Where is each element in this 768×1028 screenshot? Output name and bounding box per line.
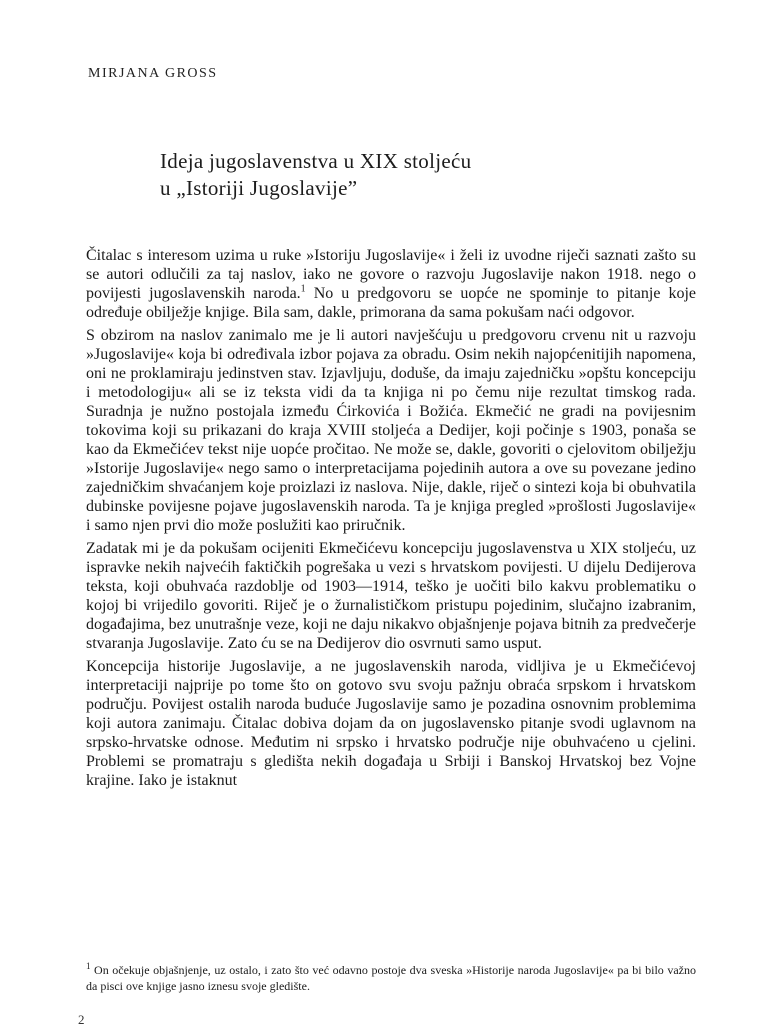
paragraph-1-text-after: No u predgovoru se uopće ne spominje to pitanje koje određuje obilježje knjige. Bila sam, dakle, primorana da sama pokušam naći odgovor. xyxy=(86,285,696,321)
paragraph-3: Zadatak mi je da pokušam ocijeniti Ekmečićevu koncepciju jugoslavenstva u XIX stoljeću, uz ispravke nekih najvećih faktičkih pogrešaka u vezi s hrvatskom povijesti. U dijelu Dedijerova teksta, koji obuhvaća razdoblje od 1903—1914, teško je uočiti bilo kakvu problematiku o kojoj bi vrijedilo govoriti. Riječ je o žurnalističkom pristupu pojedinim, slučajno izabranim, događajima, bez unutrašnje veze, koji ne daju nikakvo objašnjenje pojava bitnih za predvečerje stvaranja Jugoslavije. Zato ću se na Dedijerov dio osvrnuti samo usput. xyxy=(86,540,696,652)
paragraph-4: Koncepcija historije Jugoslavije, a ne jugoslavenskih naroda, vidljiva je u Ekmečićevoj interpretaciji najprije po tome što on gotovo svu svoju pažnju obraća srpskom i hrvatskom području. Povijest ostalih naroda buduće Jugoslavije samo je pozadina osnovnim problemima koji autora zanimaju. Čitalac dobiva dojam da on jugoslavensko pitanje svodi uglavnom na srpsko-hrvatske odnose. Međutim ni srpsko i hrvatsko područje nije obuhvaćeno u cjelini. Problemi se promatraju s gledišta nekih događaja u Srbiji i Banskoj Hrvatskoj bez Vojne krajine. Iako je istaknut xyxy=(86,658,696,789)
article-title xyxy=(160,148,471,202)
article-body xyxy=(86,246,696,794)
paragraph-1-text-before: Čitalac s interesom uzima u ruke »Istoriju Jugoslavije« i želi iz uvodne riječi saznati zašto su se autori odlučili za taj naslov, iako ne govore o razvoju Jugoslavije nakon 1918. nego o povijesti jugoslavenskih naroda. xyxy=(86,247,696,302)
footnote xyxy=(86,962,696,994)
page-number: 2 xyxy=(78,1012,85,1027)
article-title-line-2: u „Istoriji Jugoslavije” xyxy=(160,176,358,200)
footnote-marker: 1 xyxy=(86,961,91,971)
running-header-author: MIRJANA GROSS xyxy=(88,66,218,81)
paragraph-1 xyxy=(86,246,696,322)
paragraph-2: S obzirom na naslov zanimalo me je li autori navješćuju u predgovoru crvenu nit u razvoju »Jugoslavije« koja bi određivala izbor pojava za obradu. Osim nekih najopćenitijih napomena, oni ne proklamiraju jedinstven stav. Izjavljuju, doduše, da imaju zajedničku »opštu koncepciju i metodologiju« ali se iz teksta vidi da ta knjiga ni po čemu nije rezultat timskog rada. Suradnja je nužno postojala između Ćirkovića i Božića. Ekmečić ne gradi na povijesnim tokovima koji su prikazani do kraja XVIII stoljeća a Dedijer, koji počinje s 1903, ponaša se kao da Ekmečićev tekst nije uopće pročitao. Ne može se, dakle, govoriti o cjelovitom obilježju »Istorije Jugoslavije« nego samo o interpretacijama pojedinih autora a ove su povezane jedino zajedničkim shvaćanjem koje proizlazi iz naslova. Nije, dakle, riječ o sintezi koja bi obuhvatila dubinske povijesne pojave jugoslavenskih naroda. Ta je knjiga pregled »prošlosti Jugoslavije« i samo njen prvi dio može poslužiti kao priručnik. xyxy=(86,327,696,534)
footnote-text: On očekuje objašnjenje, uz ostalo, i zato što već odavno postoje dva sveska »Historije naroda Jugoslavije« pa bi bilo važno da pisci ove knjige jasno iznesu svoje gledište. xyxy=(86,963,696,993)
footnote-reference: 1 xyxy=(300,283,306,295)
article-title-line-1: Ideja jugoslavenstva u XIX stoljeću xyxy=(160,149,472,173)
